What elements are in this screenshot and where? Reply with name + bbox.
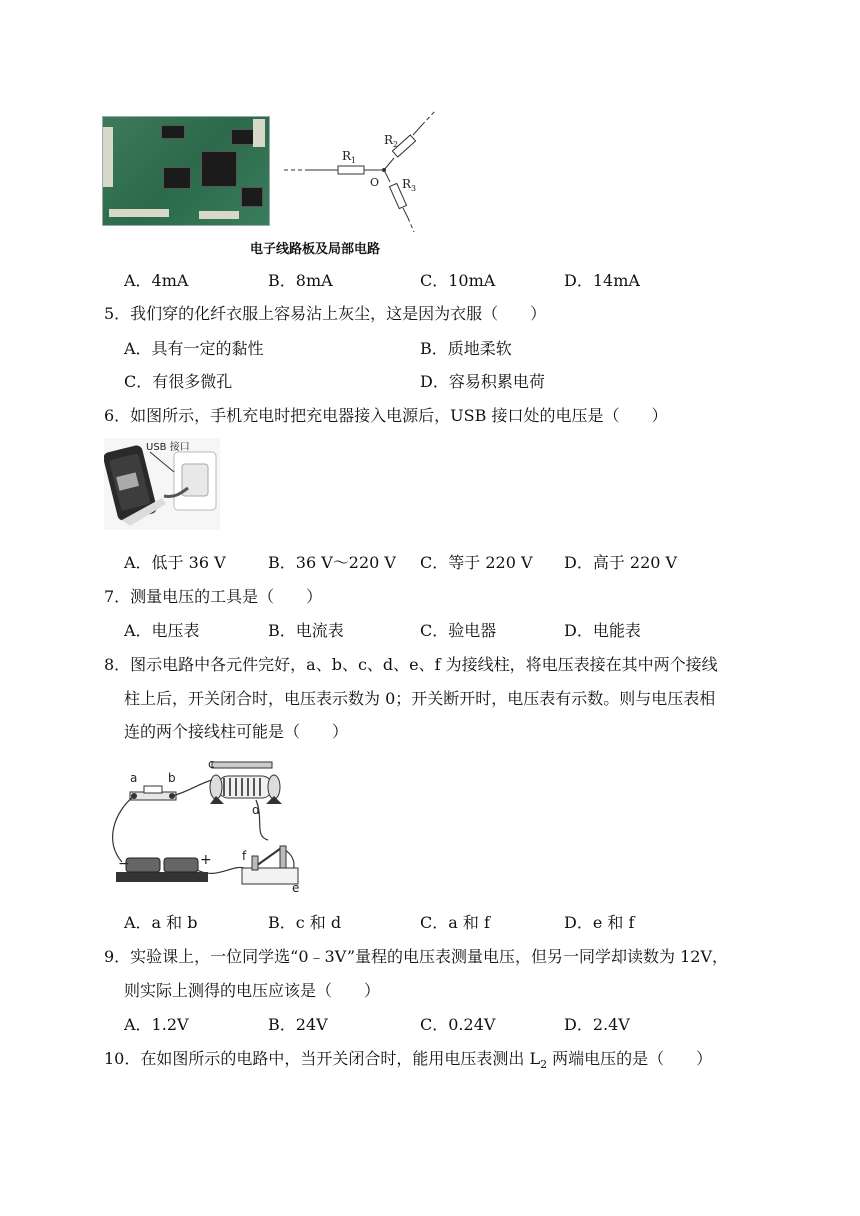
question-7-text: 7．测量电压的工具是（ ） [104, 587, 323, 606]
q9-option-a: A．1.2V [124, 1015, 189, 1034]
q4-option-c: C．10mA [420, 271, 496, 290]
connector [199, 211, 239, 219]
question-9-line-2: 则实际上测得的电压应该是（ ） [124, 981, 381, 1000]
q6-option-c: C．等于 220 V [420, 553, 533, 572]
connector [103, 127, 113, 187]
battery-cell [126, 858, 160, 872]
svg-text:e: e [292, 881, 300, 892]
q6-option-a: A．低于 36 V [124, 553, 226, 572]
q8-option-c: C．a 和 f [420, 913, 490, 932]
ic-chip [201, 151, 237, 187]
q4-option-a: A．4mA [124, 271, 189, 290]
q9-option-b: B．24V [268, 1015, 328, 1034]
circuit-photo [104, 756, 304, 892]
q7-option-c: C．验电器 [420, 621, 497, 640]
question-9-line-1: 9．实验课上，一位同学选“0﹣3V”量程的电压表测量电压，但另一同学却读数为 12V， [104, 947, 729, 966]
battery-cell [164, 858, 198, 872]
q5-option-c: C．有很多微孔 [124, 372, 233, 391]
question-6-text: 6．如图所示，手机充电时把充电器接入电源后，USB 接口处的电压是（ ） [104, 406, 668, 425]
svg-text:c: c [208, 757, 215, 771]
question-5-text: 5．我们穿的化纤衣服上容易沾上灰尘，这是因为衣服（ ） [104, 304, 547, 323]
svg-text:d: d [252, 803, 260, 817]
q7-option-a: A．电压表 [124, 621, 200, 640]
svg-text:O: O [370, 176, 380, 189]
q7-option-d: D．电能表 [564, 621, 641, 640]
svg-text:a: a [130, 771, 138, 785]
ic-chip [241, 187, 263, 207]
question-8-line-1: 8．图示电路中各元件完好，a、b、c、d、e、f 为接线柱，将电压表接在其中两个接线 [104, 655, 718, 674]
svg-text:R3: $R_3$ [402, 177, 417, 193]
connector [109, 209, 169, 217]
q4-option-d: D．14mA [564, 271, 640, 290]
question-8-line-3: 连的两个接线柱可能是（ ） [124, 722, 349, 741]
svg-text:−: − [118, 856, 130, 872]
svg-text:R2: $R_2$ [384, 133, 399, 149]
q5-option-d: D．容易积累电荷 [420, 372, 545, 391]
rheostat [218, 776, 272, 798]
figure-caption: 电子线路板及局部电路 [250, 242, 381, 257]
q8-option-b: B．c 和 d [268, 913, 342, 932]
circuit-board-photo [102, 116, 270, 226]
battery-holder [116, 872, 208, 882]
ic-chip [163, 167, 191, 189]
q5-option-b: B．质地柔软 [420, 339, 512, 358]
phone-charger-image [104, 438, 220, 530]
q6-option-b: B．36 V～220 V [268, 553, 396, 572]
svg-text:b: b [168, 771, 176, 785]
connector [253, 119, 265, 147]
q8-option-d: D．e 和 f [564, 913, 635, 932]
svg-text:USB 接口: USB 接口 [146, 442, 190, 453]
resistor-r1 [338, 166, 364, 174]
question-8-line-2: 柱上后，开关闭合时，电压表示数为 0；开关断开时，电压表有示数。则与电压表相 [124, 689, 716, 708]
q4-option-b: B．8mA [268, 271, 333, 290]
svg-text:+: + [200, 852, 212, 868]
base-board [242, 868, 298, 884]
q5-option-a: A．具有一定的黏性 [124, 339, 264, 358]
q7-option-b: B．电流表 [268, 621, 344, 640]
svg-text:R1: $R_1$ [342, 149, 357, 165]
q8-option-a: A．a 和 b [124, 913, 198, 932]
q6-option-d: D．高于 220 V [564, 553, 678, 572]
q9-option-d: D．2.4V [564, 1015, 630, 1034]
partial-circuit-diagram [282, 108, 442, 234]
q9-option-c: C．0.24V [420, 1015, 496, 1034]
svg-text:f: f [242, 849, 247, 863]
ic-chip [161, 125, 185, 139]
question-10-text: 10．在如图所示的电路中，当开关闭合时，能用电压表测出 $L_2$ 两端电压的是（ ） [104, 1049, 713, 1072]
